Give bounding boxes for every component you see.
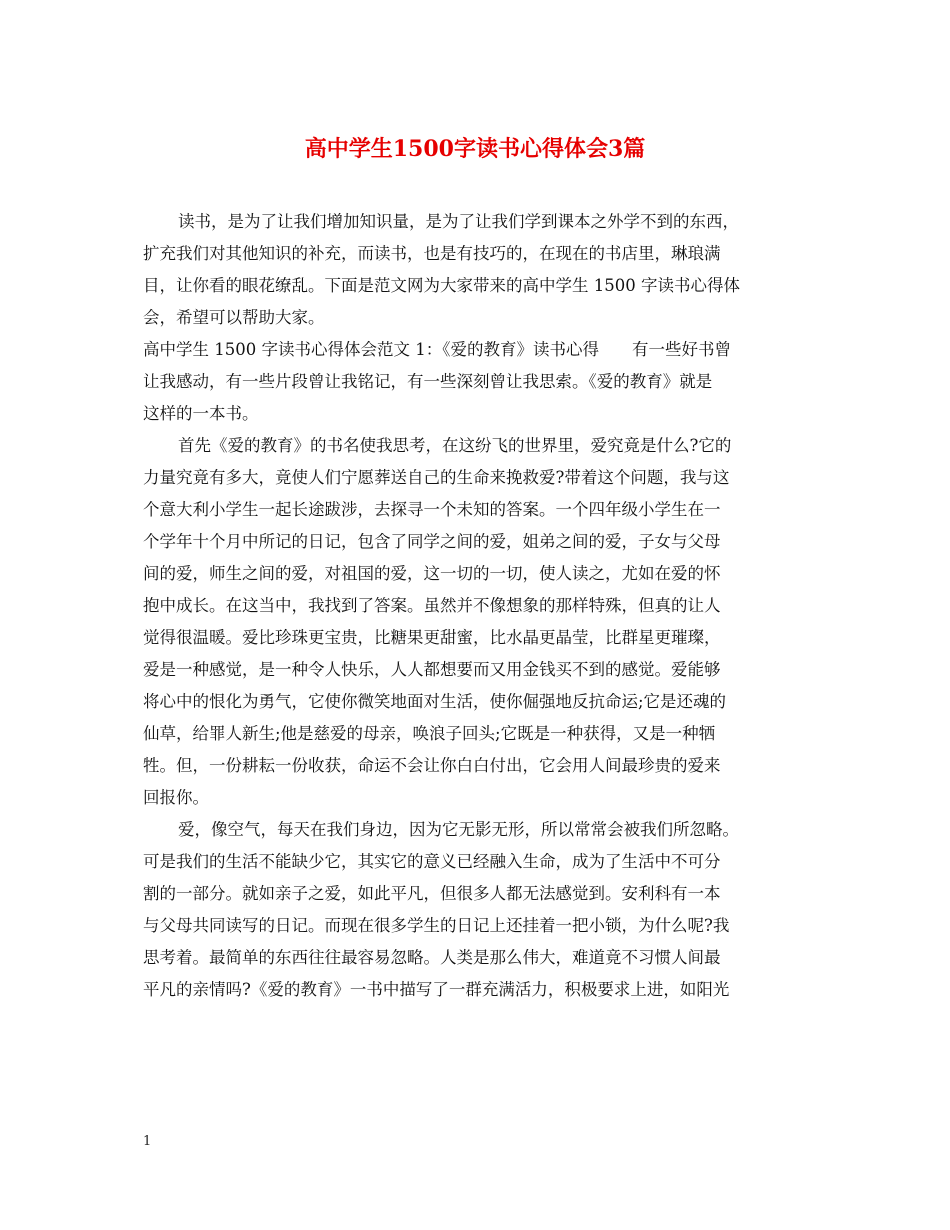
paragraph-line: 觉得很温暖。爱比珍珠更宝贵，比糖果更甜蜜，比水晶更晶莹，比群星更璀璨， (143, 628, 721, 647)
document-title: 高中学生1500字读书心得体会3篇 (304, 136, 646, 162)
paragraph-line: 目，让你看的眼花缭乱。下面是范文网为大家带来的高中学生 1500 字读书心得体 (143, 276, 740, 295)
paragraph-line: 读书，是为了让我们增加知识量，是为了让我们学到课本之外学不到的东西， (178, 212, 739, 231)
paragraph-line: 高中学生 1500 字读书心得体会范文 1：《爱的教育》读书心得 有一些好书曾 (143, 340, 731, 359)
paragraph-line: 让我感动，有一些片段曾让我铭记，有一些深刻曾让我思索。《爱的教育》就是 (143, 372, 713, 391)
paragraph-line: 爱，像空气，每天在我们身边，因为它无影无形，所以常常会被我们所忽略。 (178, 820, 739, 839)
paragraph-line: 间的爱，师生之间的爱，对祖国的爱，这一切的一切，使人读之，尤如在爱的怀 (143, 564, 721, 583)
paragraph-line: 个学年十个月中所记的日记，包含了同学之间的爱，姐弟之间的爱，子女与父母 (143, 532, 721, 551)
paragraph-line: 个意大利小学生一起长途跋涉，去探寻一个未知的答案。一个四年级小学生在一 (143, 500, 721, 519)
page-number: 1 (143, 1134, 152, 1149)
paragraph-line: 回报你。 (143, 788, 209, 807)
paragraph-line: 抱中成长。在这当中，我找到了答案。虽然并不像想象的那样特殊，但真的让人 (143, 596, 721, 615)
paragraph-line: 与父母共同读写的日记。而现在很多学生的日记上还挂着一把小锁，为什么呢?我 (143, 916, 730, 935)
paragraph-line: 会，希望可以帮助大家。 (143, 308, 325, 327)
document-body (143, 206, 818, 1006)
paragraph-line: 首先《爱的教育》的书名使我思考，在这纷飞的世界里，爱究竟是什么?它的 (178, 436, 732, 455)
paragraph-line: 平凡的亲情吗?《爱的教育》一书中描写了一群充满活力，积极要求上进，如阳光 (143, 980, 730, 999)
paragraph-line: 思考着。最简单的东西往往最容易忽略。人类是那么伟大，难道竟不习惯人间最 (143, 948, 721, 967)
paragraph-line: 扩充我们对其他知识的补充，而读书，也是有技巧的，在现在的书店里，琳琅满 (143, 244, 721, 263)
paragraph-line: 割的一部分。就如亲子之爱，如此平凡，但很多人都无法感觉到。安利科有一本 (143, 884, 721, 903)
paragraph-line: 将心中的恨化为勇气，它使你微笑地面对生活，使你倔强地反抗命运;它是还魂的 (143, 692, 727, 711)
paragraph-line: 可是我们的生活不能缺少它，其实它的意义已经融入生命，成为了生活中不可分 (143, 852, 721, 871)
paragraph-line: 仙草，给罪人新生;他是慈爱的母亲，唤浪子回头;它既是一种获得，又是一种牺 (143, 724, 716, 743)
paragraph-line: 力量究竟有多大，竟使人们宁愿葬送自己的生命来挽救爱?带着这个问题，我与这 (143, 468, 730, 487)
paragraph-line: 爱是一种感觉，是一种令人快乐，人人都想要而又用金钱买不到的感觉。爱能够 (143, 660, 721, 679)
paragraph-line: 牲。但，一份耕耘一份收获，命运不会让你白白付出，它会用人间最珍贵的爱来 (143, 756, 721, 775)
paragraph-line: 这样的一本书。 (143, 404, 259, 423)
